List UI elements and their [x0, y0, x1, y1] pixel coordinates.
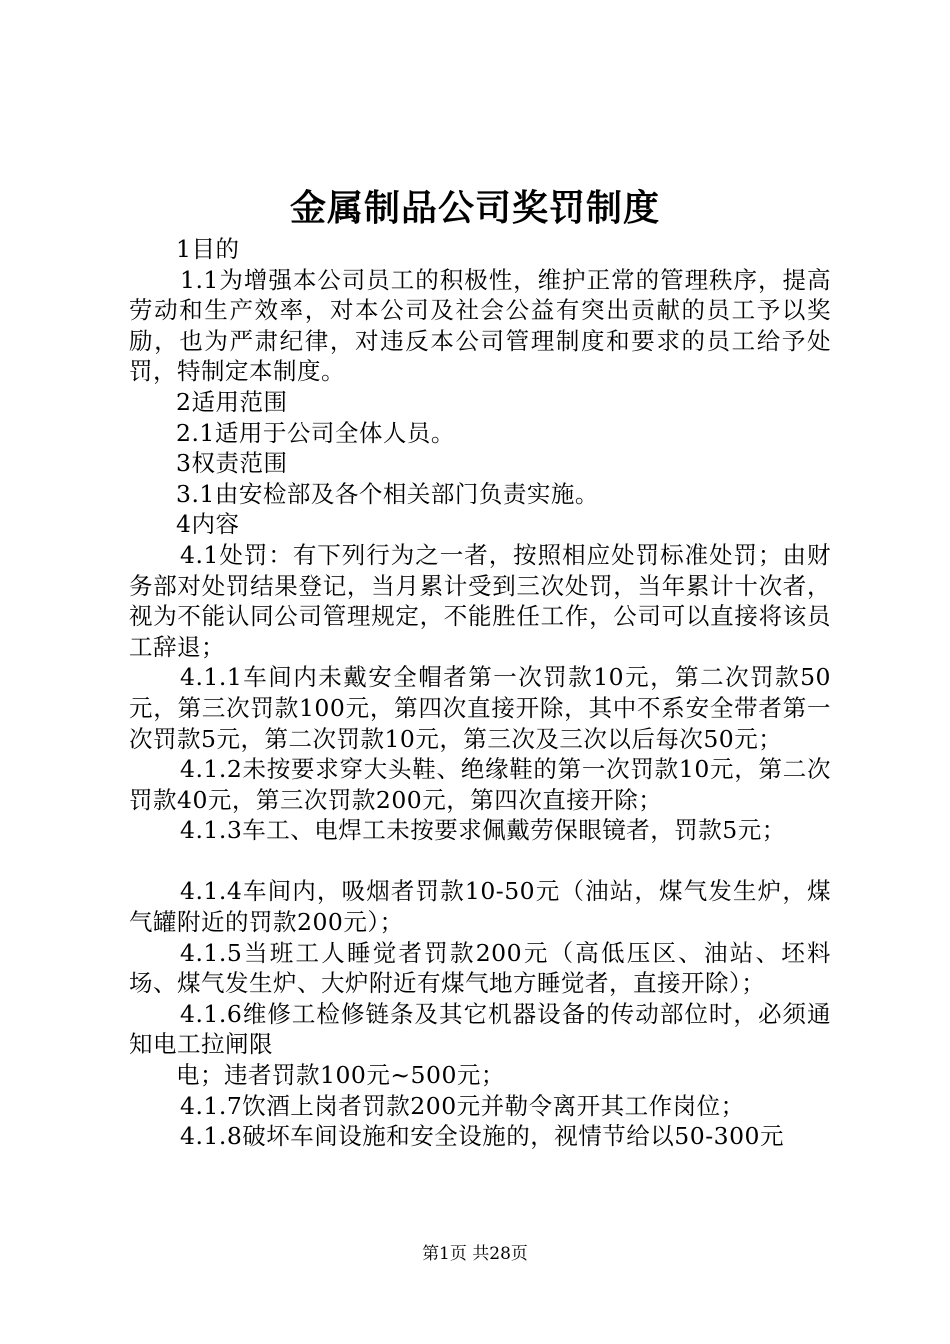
paragraph-4-1-4: 4.1.4车间内，吸烟者罚款10-50元（油站，煤气发生炉，煤气罐附近的罚款200元）；	[129, 877, 831, 937]
paragraph-4-1-7: 4.1.7饮酒上岗者罚款200元并勒令离开其工作岗位；	[180, 1091, 745, 1120]
paragraph-4-1-5: 4.1.5当班工人睡觉者罚款200元（高低压区、油站、坯料场、煤气发生炉、大炉附近有煤气地方睡觉者，直接开除）；	[129, 938, 831, 998]
section-heading-3: 3权责范围	[176, 449, 288, 478]
document-body	[129, 234, 831, 1152]
paragraph-2-1: 2.1适用于公司全体人员。	[176, 418, 455, 447]
page-footer: 第1页 共28页	[422, 1244, 528, 1264]
paragraph-4-1-1: 4.1.1车间内未戴安全帽者第一次罚款10元，第二次罚款50元，第三次罚款100元，第四次直接开除，其中不系安全带者第一次罚款5元，第二次罚款10元，第三次及三次以后每次50元；	[129, 663, 831, 753]
paragraph-3-1: 3.1由安检部及各个相关部门负责实施。	[176, 479, 599, 508]
paragraph-4-1: 4.1处罚：有下列行为之一者，按照相应处罚标准处罚；由财务部对处罚结果登记，当月累计受到三次处罚，当年累计十次者，视为不能认同公司管理规定，不能胜任工作，公司可以直接将该员工辞退；	[129, 540, 831, 661]
paragraph-4-1-6: 4.1.6维修工检修链条及其它机器设备的传动部位时，必须通知电工拉闸限	[129, 999, 831, 1059]
blank-line	[129, 846, 831, 877]
paragraph-4-1-2: 4.1.2未按要求穿大头鞋、绝缘鞋的第一次罚款10元，第二次罚款40元，第三次罚款200元，第四次直接开除；	[129, 755, 831, 814]
document-title: 金属制品公司奖罚制度	[289, 187, 660, 229]
paragraph-1-1: 1.1为增强本公司员工的积极性，维护正常的管理秩序，提高劳动和生产效率，对本公司及社会公益有突出贡献的员工予以奖励，也为严肃纪律，对违反本公司管理制度和要求的员工给予处罚，特制定本制度。	[129, 265, 831, 386]
section-heading-1: 1目的	[176, 235, 240, 263]
paragraph-4-1-3: 4.1.3车工、电焊工未按要求佩戴劳保眼镜者，罚款5元；	[180, 816, 786, 845]
section-heading-2: 2适用范围	[176, 387, 288, 416]
section-heading-4: 4内容	[176, 510, 240, 539]
paragraph-4-1-8: 4.1.8破坏车间设施和安全设施的，视情节给以50-300元	[180, 1122, 784, 1151]
paragraph-4-1-6-continuation: 电；违者罚款100元~500元；	[176, 1061, 505, 1090]
